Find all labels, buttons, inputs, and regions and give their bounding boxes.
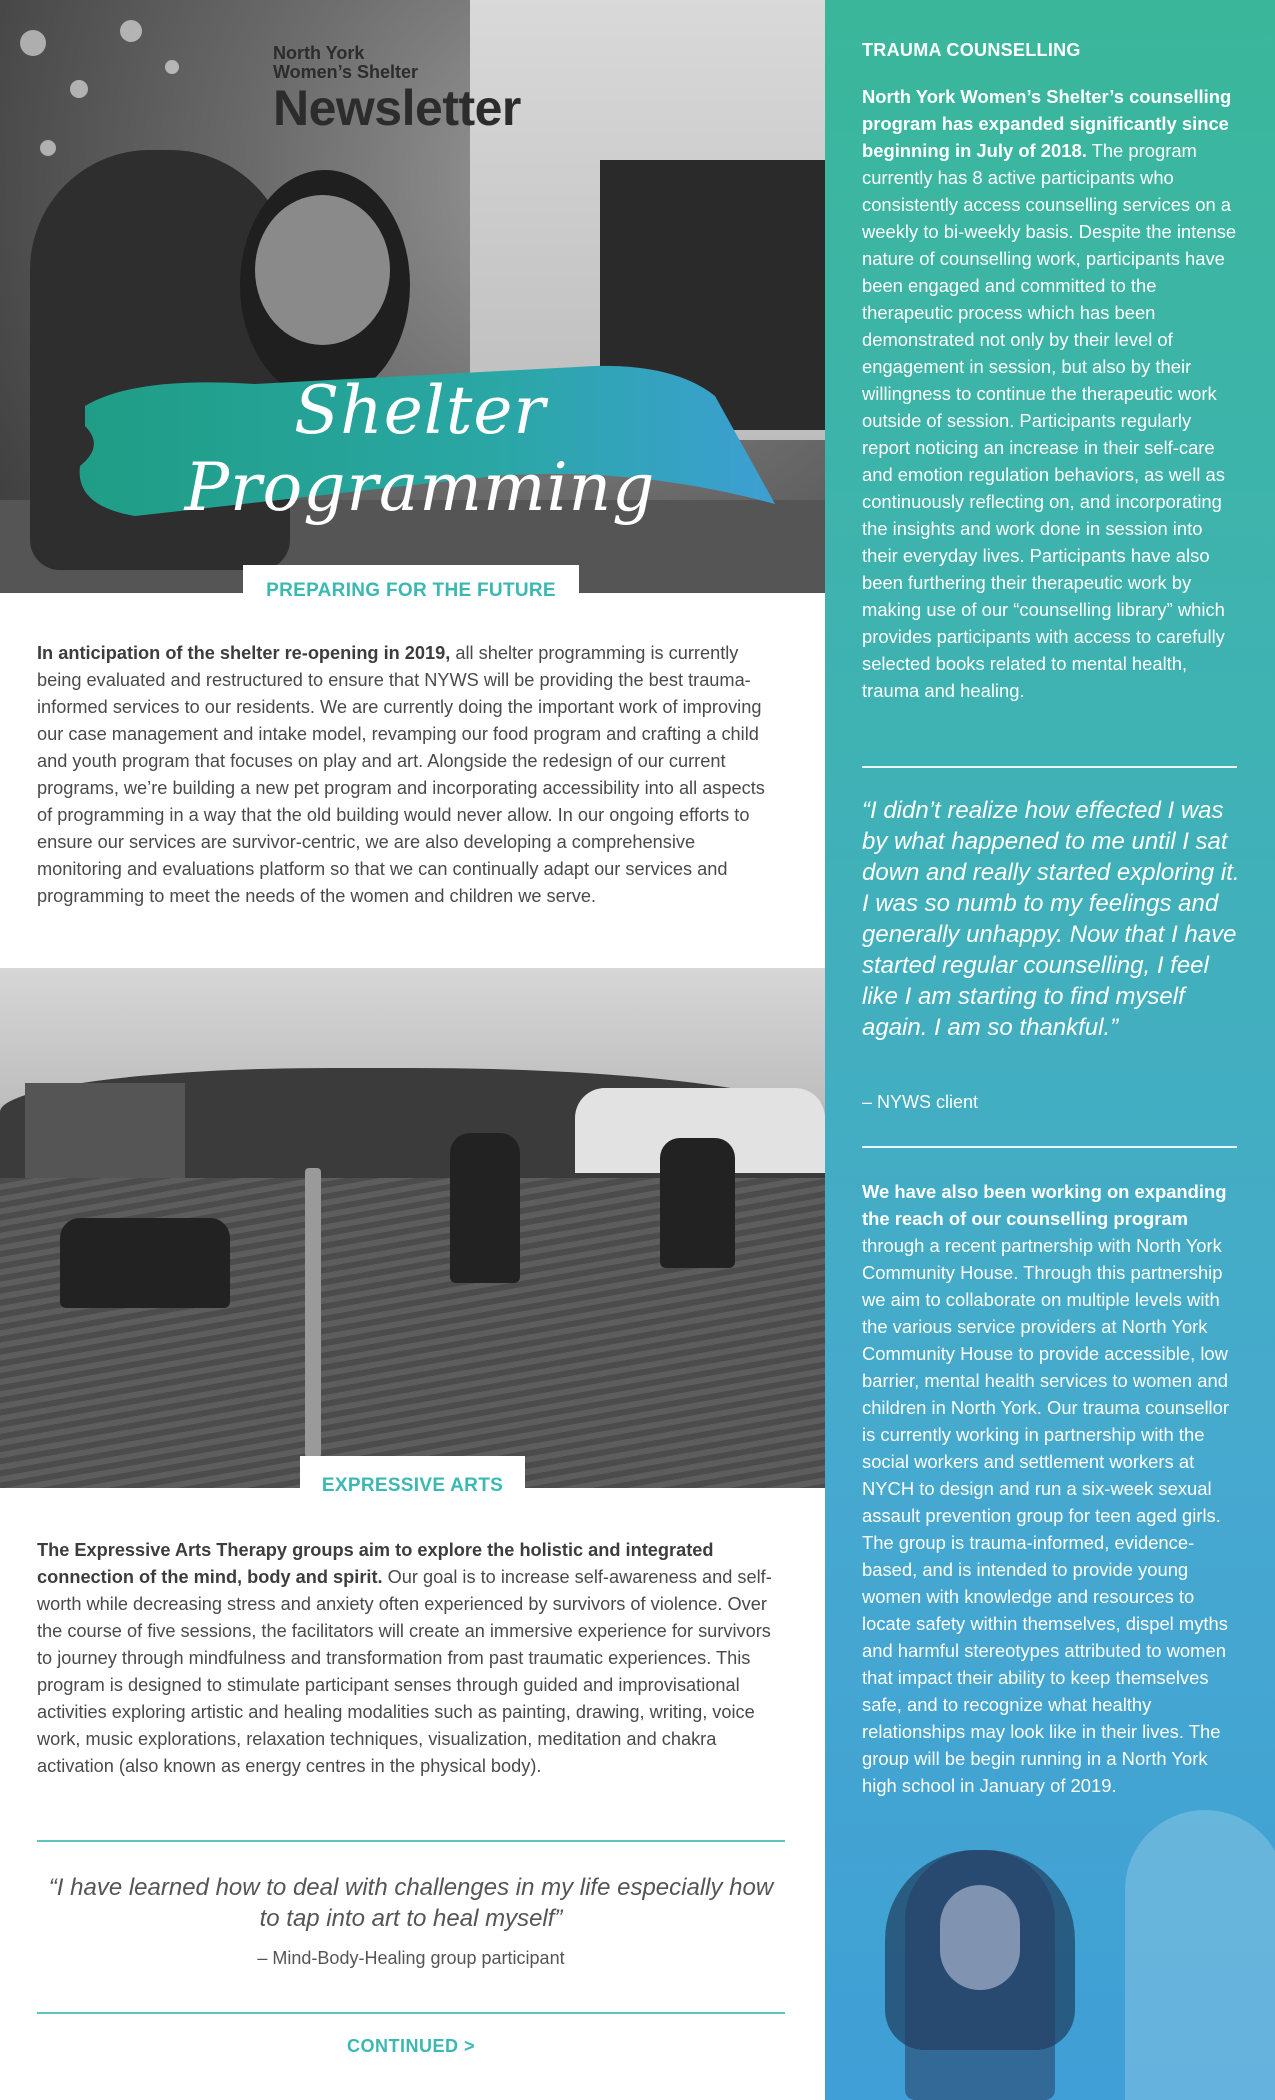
trauma-counselling-heading: TRAUMA COUNSELLING bbox=[862, 40, 1081, 60]
garden-person bbox=[60, 1218, 230, 1308]
counselling-lead-2: We have also been working on expanding the reach of our counselling program bbox=[862, 1181, 1227, 1229]
hero-bokeh-light bbox=[165, 60, 179, 74]
section-heading-preparing: PREPARING FOR THE FUTURE bbox=[243, 565, 579, 605]
org-name-line1: North York bbox=[273, 43, 365, 63]
garden-photo bbox=[0, 968, 825, 1488]
counselling-photo-face bbox=[940, 1885, 1020, 1990]
hero-child-face bbox=[255, 195, 390, 345]
sidebar-trauma-counselling bbox=[825, 0, 1275, 2100]
section-heading-expressive-arts: EXPRESSIVE ARTS bbox=[300, 1456, 525, 1496]
expressive-arts-lead: The Expressive Arts Therapy groups aim to explore the holistic and integrated connection of the mind, body and spirit. bbox=[37, 1540, 714, 1587]
garden-person bbox=[450, 1133, 520, 1283]
hero-bokeh-light bbox=[40, 140, 56, 156]
garden-person bbox=[660, 1138, 735, 1268]
continued-link[interactable]: CONTINUED > bbox=[346, 2036, 475, 2056]
preparing-lead: In anticipation of the shelter re-opening in 2019, bbox=[37, 643, 451, 663]
counselling-photo bbox=[825, 1790, 1275, 2100]
counselling-paragraph-2 bbox=[862, 1178, 1242, 1799]
newsletter-title: Newsletter bbox=[273, 80, 521, 136]
participant-quote: “I have learned how to deal with challenges in my life especially how to tap into art to heal myself” bbox=[48, 1874, 774, 1932]
counselling-body-2: through a recent partnership with North York Community House. Through this partnership we aim to collaborate on multiple levels with the various service providers at North York Community House to provide accessible, low barrier, mental health services to women and children in North York. Our trauma counsellor is currently working in partnership with the social workers and settlement workers at NYCH to design and run a six-week sexual assault prevention group for teen aged girls. The group is trauma-informed, evidence-based, and is intended to provide young women with knowledge and resources to locate safety within themselves, dispel myths and harmful stereotypes attributed to women that impact their ability to keep themselves safe, and to recognize what healthy relationships may look like in their lives. The group will be begin running in a North York high school in January of 2019. bbox=[862, 1235, 1229, 1796]
participant-quote-attribution: – Mind-Body-Healing group participant bbox=[257, 1948, 565, 1968]
counselling-body-1: The program currently has 8 active participants who consistently access counselling services on a weekly to bi-weekly basis. Despite the intense nature of counselling work, participants have been engaged and committed to the therapeutic process which has been demonstrated not only by their level of engagement in session, but also by their willingness to continue the therapeutic work outside of session. Participants regularly report noticing an increase in their self-care and emotion regulation behaviors, as well as continuously reflecting on, and incorporating the insights and work done in session into their everyday lives. Participants have also been furthering their therapeutic work by making use of our “counselling library” which provides participants with access to carefully selected books related to mental health, trauma and healing. bbox=[862, 140, 1237, 701]
hero-bokeh-light bbox=[70, 80, 88, 98]
preparing-body: all shelter programming is currently being evaluated and restructured to ensure that NYWS will be providing the best trauma-informed services to our residents. We are currently doing the important work of improving our case management and intake model, revamping our food program and crafting a child and youth program that focuses on play and art. Alongside the redesign of our current programs, we’re building a new pet program and incorporating accessibility into all aspects of programming in a way that the old building would never allow. In our ongoing efforts to ensure our services are survivor-centric, we are also developing a comprehensive monitoring and evaluations platform so that we can continually adapt our services and programming to meet the needs of the women and children we serve. bbox=[37, 643, 765, 906]
sidebar-divider-top bbox=[862, 766, 1237, 768]
quote-divider-top bbox=[37, 1840, 785, 1842]
hero-bokeh-light bbox=[20, 30, 46, 56]
counselling-lead-1: North York Women’s Shelter’s counselling program has expanded significantly since beginning in July of 2018. bbox=[862, 86, 1232, 161]
client-quote: “I didn’t realize how effected I was by what happened to me until I sat down and really started exploring it. I was so numb to my feelings and generally unhappy. Now that I have started regular counselling, I feel like I am starting to find myself again. I am so thankful.” bbox=[862, 797, 1240, 1041]
garden-building bbox=[25, 1083, 185, 1178]
preparing-paragraph bbox=[37, 640, 782, 910]
expressive-arts-body: Our goal is to increase self-awareness and self-worth while decreasing stress and anxiety often experienced by survivors of violence. Over the course of five sessions, the facilitators will create an immersive experience for survivors to journey through mindfulness and transformation from past traumatic experiences. This program is designed to stimulate participant senses through guided and improvisational activities exploring artistic and healing modalities such as painting, drawing, writing, voice work, music explorations, relaxation techniques, visualization, meditation and chakra activation (also known as energy centres in the physical body). bbox=[37, 1567, 772, 1776]
hero-photo bbox=[0, 0, 825, 593]
quote-divider-bottom bbox=[37, 2012, 785, 2014]
sidebar-divider-bottom bbox=[862, 1146, 1237, 1148]
newsletter-masthead bbox=[273, 44, 521, 134]
client-quote-attribution: – NYWS client bbox=[862, 1092, 979, 1112]
garden-post bbox=[305, 1168, 321, 1458]
expressive-arts-paragraph bbox=[37, 1537, 782, 1780]
counselling-photo-second-person bbox=[1125, 1810, 1275, 2100]
hero-script-title: Shelter Programming bbox=[184, 372, 656, 526]
counselling-paragraph-1 bbox=[862, 83, 1242, 704]
org-name-line2: Women’s Shelter bbox=[273, 62, 419, 82]
hero-bokeh-light bbox=[120, 20, 142, 42]
